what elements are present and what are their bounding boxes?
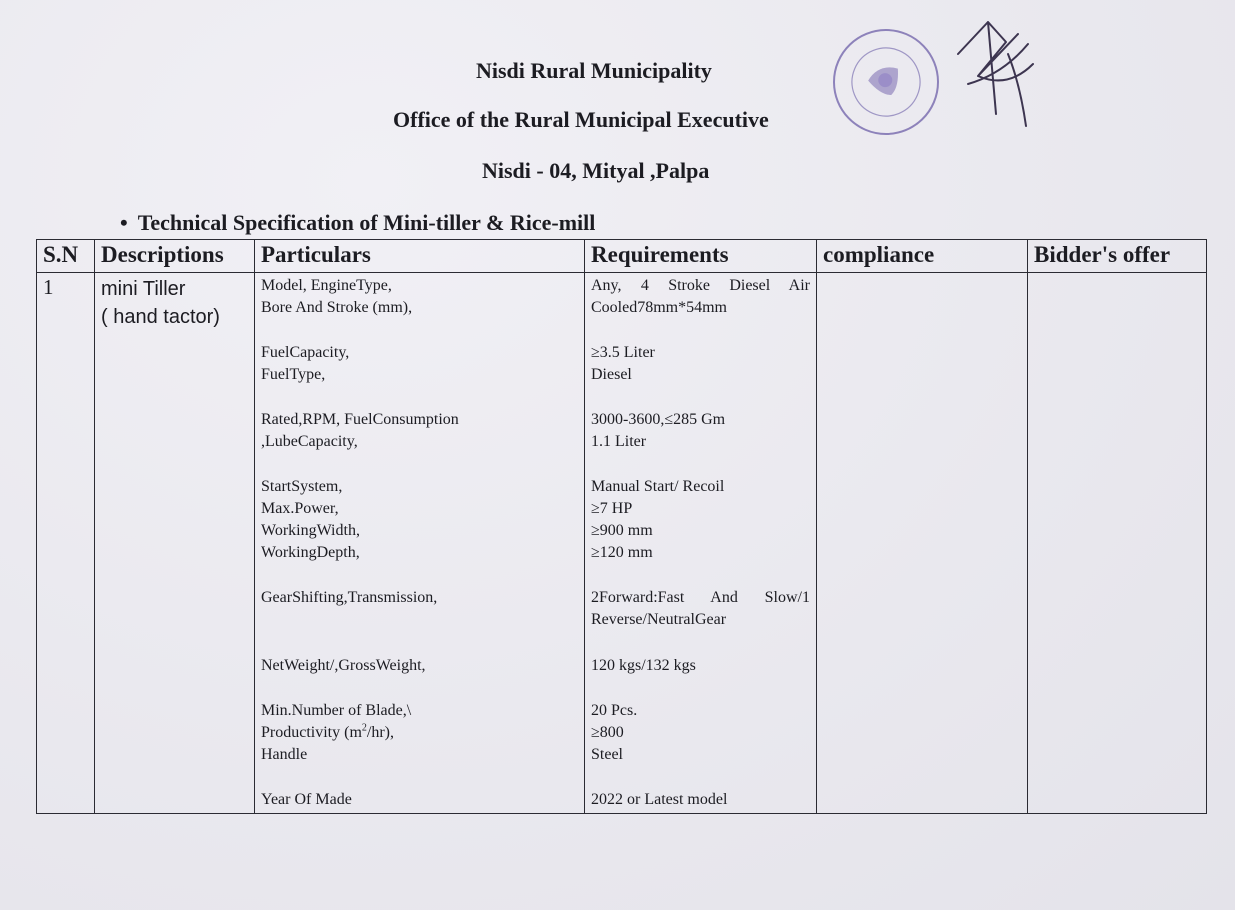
requirement-line: ≥7 HP [591,500,633,517]
requirement-line: 120 kgs/132 kgs [591,657,696,674]
cell-particulars [255,273,585,814]
particulars-group [261,476,578,564]
bullet-icon: • [120,210,128,235]
requirement-line: ≥120 mm [591,544,653,561]
particulars-group [261,342,578,386]
particular-line: ,LubeCapacity, [261,433,358,450]
requirement-line: 20 Pcs. [591,702,638,719]
requirement-line: ≥3.5 Liter [591,344,655,361]
header-compliance: compliance [817,240,1028,273]
table-row [37,273,1207,814]
office-name: Office of the Rural Municipal Executive [393,107,769,132]
signature [948,14,1038,134]
particular-line: FuelCapacity, [261,344,350,361]
requirement-line: Reverse/NeutralGear [591,611,727,628]
requirement-line: ≥800 [591,724,624,741]
cell-sn: 1 [37,273,95,814]
particular-line: WorkingWidth, [261,522,360,539]
requirements-group [591,476,810,564]
particulars-group [261,587,578,631]
particulars-group [261,700,578,766]
requirement-line: 2022 or Latest model [591,791,728,808]
particular-line-productivity [261,722,578,744]
specification-table [36,239,1207,814]
requirement-line: 1.1 Liter [591,433,647,450]
requirements-group [591,275,810,319]
municipality-name: Nisdi Rural Municipality [476,58,712,83]
header-sn: S.N [37,240,95,273]
table-header-row [37,240,1207,273]
section-title-text: Technical Specification of Mini-tiller & Rice-mill [137,210,596,235]
productivity-label: Productivity (m [261,724,362,741]
particular-line [261,609,578,631]
cell-description [95,273,255,814]
requirement-line: Diesel [591,366,632,383]
office-address: Nisdi - 04, Mityal ,Palpa [482,158,710,183]
requirements-group [591,700,810,766]
requirement-line: 3000-3600,≤285 Gm [591,411,726,428]
particular-line: Max.Power, [261,500,339,517]
section-title [120,210,595,236]
requirements-group [591,789,810,811]
particular-line: StartSystem, [261,478,343,495]
particular-line: Handle [261,746,308,763]
particular-line: Bore And Stroke (mm), [261,299,413,316]
particular-line: Rated,RPM, FuelConsumption [261,411,459,428]
requirement-line: 2Forward:Fast And Slow/1 [591,589,810,606]
description-line: mini Tiller [101,278,186,300]
cell-compliance [817,273,1028,814]
particulars-group [261,409,578,453]
requirements-group [591,587,810,631]
particular-line: NetWeight/,GrossWeight, [261,657,426,674]
description-line: ( hand tactor) [101,306,220,328]
particular-line: GearShifting,Transmission, [261,589,438,606]
requirement-line: Manual Start/ Recoil [591,478,725,495]
requirements-group [591,409,810,453]
header-bidders-offer: Bidder's offer [1028,240,1207,273]
particular-line: WorkingDepth, [261,544,360,561]
cell-requirements [585,273,817,814]
requirement-line: Any, 4 Stroke Diesel Air [591,277,810,294]
productivity-suffix: /hr), [366,724,394,741]
header-descriptions: Descriptions [95,240,255,273]
particulars-group [261,789,578,811]
particulars-group [261,655,578,677]
cell-bidders-offer [1028,273,1207,814]
productivity-superscript: 2 [361,722,367,734]
requirement-line: ≥900 mm [591,522,653,539]
requirements-group [591,655,810,677]
header-particulars: Particulars [255,240,585,273]
particular-line: FuelType, [261,366,326,383]
requirement-line: Steel [591,746,623,763]
requirements-group [591,342,810,386]
particular-line: Year Of Made [261,791,352,808]
header-requirements: Requirements [585,240,817,273]
particular-line: Model, EngineType, [261,277,392,294]
requirement-line: Cooled78mm*54mm [591,299,727,316]
particular-line: Min.Number of Blade,\ [261,702,412,719]
office-seal [826,22,946,142]
particulars-group [261,275,578,319]
